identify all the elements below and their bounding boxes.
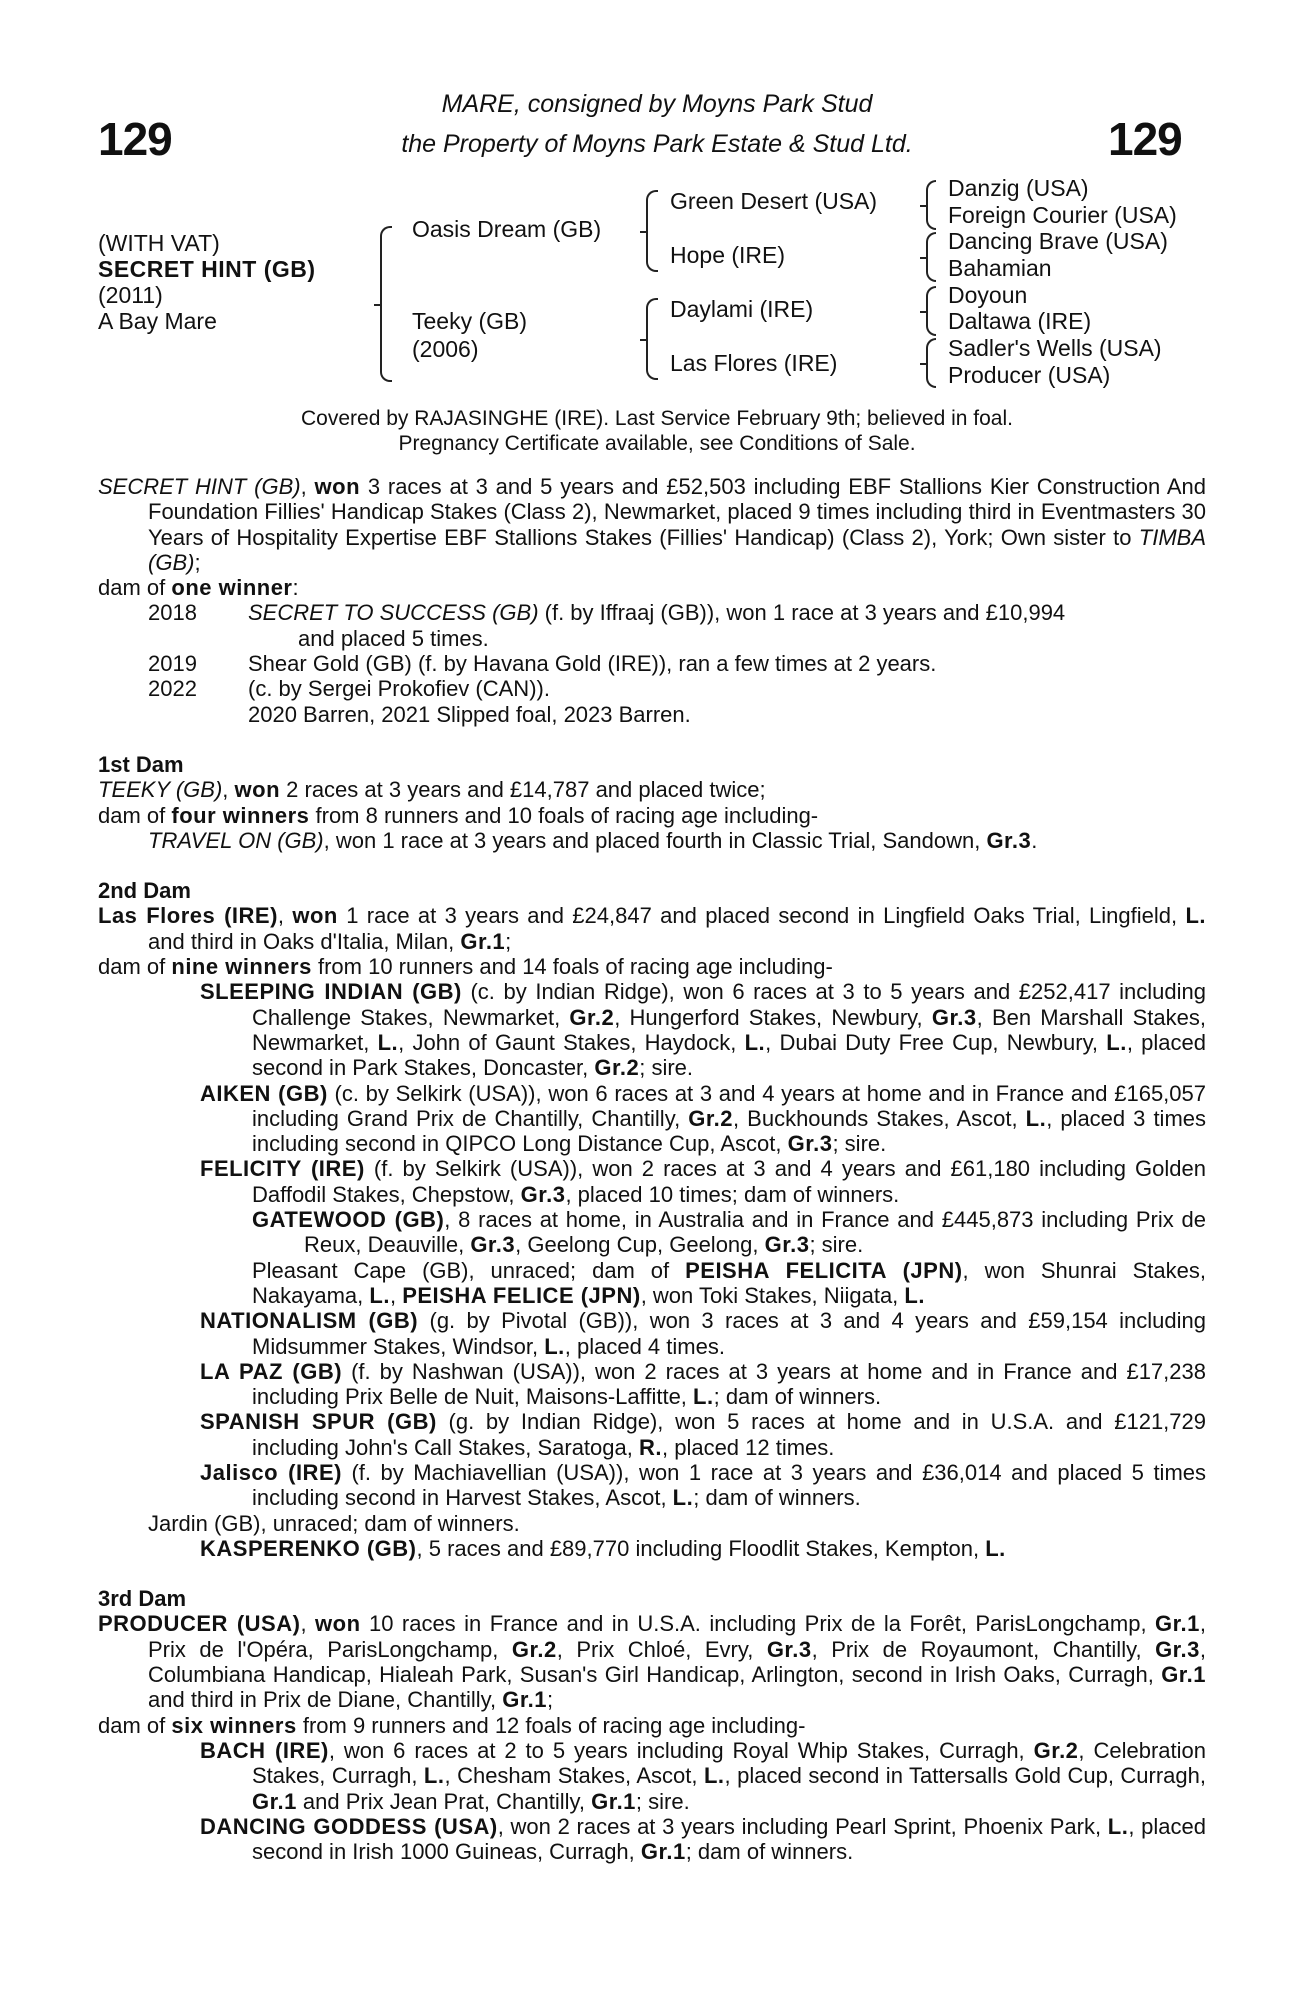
progeny-continuation: and placed 5 times. — [298, 625, 489, 651]
brace-gen1 — [380, 226, 392, 382]
first-dam-progeny — [98, 828, 1206, 853]
race-grade: Gr.1 — [1161, 1662, 1206, 1688]
text: , placed 3 times including second in QIPCO Long Distance Cup, Ascot, — [252, 1105, 1207, 1157]
winners-count: nine winners — [171, 954, 312, 980]
progeny-name: DANCING GODDESS (USA) — [200, 1813, 498, 1839]
race-grade: Gr.3 — [787, 1131, 833, 1157]
progeny-name: GATEWOOD (GB) — [252, 1207, 445, 1233]
header-line-2: the Property of Moyns Park Estate & Stud Ltd. — [401, 130, 913, 158]
progeny-name: Jalisco (IRE) — [200, 1459, 342, 1485]
text: , Prix Chloé, Evry, — [556, 1636, 767, 1662]
progeny-text: (c. by Sergei Prokofiev (CAN)). — [248, 676, 550, 702]
text: , Geelong Cup, Geelong, — [515, 1232, 765, 1258]
race-grade: Gr.3 — [1155, 1636, 1200, 1662]
progeny-la-paz — [98, 1359, 1206, 1410]
race-grade: L. — [1025, 1105, 1047, 1131]
text: (f. by Nashwan (USA)), won 2 races at 3 years at home and in France and £17,238 including Prix Belle de Nuit, Maisons-Laffitte, — [252, 1358, 1206, 1410]
text: , won Toki Stakes, Niigata, — [640, 1282, 905, 1308]
race-grade: Gr.3 — [470, 1232, 516, 1258]
text: , won Shunrai Stakes, Nakayama, — [252, 1257, 1206, 1308]
race-grade: Gr.2 — [1033, 1737, 1079, 1763]
race-grade: L. — [1107, 1813, 1129, 1839]
progeny-spanish-spur — [98, 1409, 1206, 1460]
text: 1 race at 3 years and £24,847 and placed second in Lingfield Oaks Trial, Lingfield, — [337, 903, 1186, 929]
dam-of-label: dam of — [98, 1712, 172, 1738]
race-grade: L. — [904, 1282, 925, 1308]
race-grade: Gr.3 — [986, 827, 1032, 853]
progeny-text: 2020 Barren, 2021 Slipped foal, 2023 Barren. — [248, 701, 691, 727]
brace-sire — [646, 190, 658, 272]
progeny-text: , won 1 race at 3 years and placed fourth in Classic Trial, Sandown, — [323, 827, 987, 853]
intro-paragraph: SECRET HINT (GB), won 3 races at 3 and 5 years and £52,503 including EBF Stallions Kier Construction And Foundation Fillies' Handicap Stakes (Class 2), Newmarket, placed 9 times including third in Eventmasters 30 Years of Hospitality Expertise EBF Stallions Stakes (Fillies' Handicap) (Class 2), York; Own sister to TIMBA (GB); — [98, 474, 1206, 575]
progeny-text: (f. by Iffraaj (GB)), won 1 race at 3 years and £10,994 — [538, 600, 1066, 626]
race-grade: Gr.3 — [520, 1181, 566, 1207]
horse-name: SECRET HINT (GB) — [98, 256, 316, 282]
text: (f. by Machiavellian (USA)), won 1 race at 3 years and £36,014 and placed 5 times including second in Harvest Stakes, Ascot, — [252, 1459, 1206, 1511]
race-grade: Gr.3 — [764, 1232, 810, 1258]
first-dam-paragraph: TEEKY (GB), won 2 races at 3 years and £14,787 and placed twice; — [98, 777, 766, 803]
text: ; — [547, 1687, 554, 1713]
text: 10 races in France and in U.S.A. including Prix de la Forêt, ParisLongchamp, — [360, 1611, 1156, 1637]
catalogue-body — [98, 474, 1206, 1864]
dam-dam-sire: Sadler's Wells (USA) — [948, 335, 1162, 361]
first-dam-dam-of — [98, 803, 1206, 828]
text: ; sire. — [832, 1131, 887, 1157]
text: and Prix Jean Prat, Chantilly, — [296, 1788, 592, 1814]
text: , placed second in Park Stakes, Doncaster, — [252, 1029, 1206, 1081]
first-dam-heading: 1st Dam — [98, 751, 184, 777]
race-grade: Gr.2 — [569, 1004, 615, 1030]
text: , Hungerford Stakes, Newbury, — [614, 1004, 932, 1030]
brace-ds — [926, 286, 936, 336]
race-grade: Gr.1 — [1155, 1611, 1200, 1637]
text: (g. by Indian Ridge), won 5 races at home and in U.S.A. and £121,729 including John's Call Stakes, Saratoga, — [252, 1409, 1206, 1460]
race-grade: L. — [544, 1333, 565, 1359]
progeny-name: SECRET TO SUCCESS (GB) — [248, 600, 539, 626]
text: (c. by Selkirk (USA)), won 6 races at 3 and 4 years at home and in France and £165,057 including Grand Prix de Chantilly, Chantilly, — [252, 1080, 1206, 1131]
sire-dam-dam: Bahamian — [948, 255, 1052, 281]
race-grade: Gr.3 — [931, 1004, 977, 1030]
lot-number-right: 129 — [1108, 113, 1182, 165]
text: , Columbiana Handicap, Hialeah Park, Susan's Girl Handicap, Arlington, second in Irish Oaks, Curragh, — [148, 1636, 1206, 1688]
dam-of-label: dam of — [98, 802, 172, 828]
text: , Prix de Royaumont, Chantilly, — [811, 1636, 1156, 1662]
progeny-year: 2018 — [148, 600, 197, 626]
winners-count: one winner — [171, 575, 293, 601]
intro-won: won — [314, 474, 361, 499]
progeny-row — [98, 676, 1206, 701]
race-grade: L. — [744, 1029, 766, 1055]
text: Pleasant Cape (GB), unraced; dam of — [252, 1257, 686, 1283]
text: , placed second in Irish 1000 Guineas, Curragh, — [252, 1813, 1206, 1865]
progeny-name: AIKEN (GB) — [200, 1080, 328, 1106]
progeny-name: PEISHA FELICITA (JPN) — [685, 1257, 963, 1283]
progeny-year — [98, 702, 248, 727]
text: , placed second in Tattersalls Gold Cup, Curragh, — [724, 1763, 1206, 1789]
sire-dam-sire: Dancing Brave (USA) — [948, 228, 1168, 254]
race-grade: Gr.2 — [594, 1055, 640, 1081]
sire-dam: Hope (IRE) — [670, 242, 786, 268]
text: ; sire. — [809, 1232, 864, 1258]
race-grade: Gr.2 — [688, 1105, 734, 1131]
third-dam-dam-of — [98, 1713, 1206, 1738]
dam-of-text: from 10 runners and 14 foals of racing age including- — [311, 954, 833, 980]
progeny-text: Shear Gold (GB) (f. by Havana Gold (IRE)), ran a few times at 2 years. — [248, 651, 937, 677]
text: , placed 10 times; dam of winners. — [565, 1181, 900, 1207]
winners-count: six winners — [171, 1712, 297, 1738]
text: and third in Oaks d'Italia, Milan, — [148, 928, 461, 954]
text: , — [389, 1282, 403, 1308]
progeny-row — [98, 600, 1206, 651]
race-grade: Gr.1 — [502, 1687, 548, 1713]
brace-sd — [926, 232, 936, 282]
text: , 8 races at home, in Australia and in France and £445,873 including Prix de Reux, Deauville, — [304, 1207, 1206, 1258]
brace-dam — [646, 298, 658, 380]
winners-count: four winners — [171, 802, 310, 828]
progeny-sleeping-indian — [98, 979, 1206, 1080]
text: , 5 races and £89,770 including Floodlit Stakes, Kempton, — [416, 1535, 986, 1561]
text: , placed 4 times. — [564, 1333, 725, 1359]
progeny-text-end: . — [1031, 827, 1038, 853]
progeny-jalisco — [98, 1460, 1206, 1511]
progeny-gatewood — [98, 1207, 1206, 1258]
progeny-row — [98, 651, 1206, 676]
race-grade: Gr.3 — [766, 1636, 812, 1662]
race-grade: L. — [423, 1763, 445, 1789]
won-label: won — [234, 777, 281, 803]
text: ; dam of winners. — [713, 1384, 882, 1410]
intro-horse-name: SECRET HINT (GB) — [98, 474, 301, 499]
intro-text-end: ; — [194, 549, 201, 575]
sire-sire: Green Desert (USA) — [670, 188, 878, 214]
third-dam-paragraph: PRODUCER (USA), won 10 races in France and in U.S.A. including Prix de la Forêt, ParisLongchamp, Gr.1, Prix de l'Opéra, ParisLongchamp, Gr.2, Prix Chloé, Evry, Gr.3, Prix de Royaumont, Chantilly, Gr.3, Columbiana Handicap, Hialeah Park, Susan's Girl Handicap, Arlington, second in Irish Oaks, Curragh, Gr.1 and third in Prix de Diane, Chantilly, Gr.1; — [98, 1611, 1206, 1713]
progeny-bach — [98, 1738, 1206, 1814]
dam-sire-dam: Daltawa (IRE) — [948, 308, 1092, 334]
race-grade: R. — [638, 1434, 662, 1460]
intro-text: 3 races at 3 and 5 years and £52,503 including EBF Stallions Kier Construction And Foundation Fillies' Handicap Stakes (Class 2), Newmarket, placed 9 times including third in Eventmasters 30 Years of Hospitality Expertise EBF Stallions Stakes (Fillies' Handicap) (Class 2), York; Own sister to — [148, 474, 1206, 550]
text: ; dam of winners. — [685, 1839, 854, 1865]
second-dam-name: Las Flores (IRE) — [98, 903, 278, 929]
sire-sire-dam: Foreign Courier (USA) — [948, 202, 1177, 228]
intro-sister: TIMBA (GB) — [148, 524, 1206, 575]
race-grade: L. — [672, 1485, 694, 1511]
dam-dam: Las Flores (IRE) — [670, 350, 838, 376]
dam-sire: Daylami (IRE) — [670, 296, 814, 322]
text: (c. by Indian Ridge), won 6 races at 3 to 5 years and £252,417 including Challenge Stakes, Newmarket, — [252, 979, 1206, 1030]
progeny-year: 2019 — [148, 651, 197, 677]
vat-note: (WITH VAT) — [98, 230, 220, 256]
text: and third in Prix de Diane, Chantilly, — [148, 1687, 503, 1713]
progeny-name: KASPERENKO (GB) — [200, 1535, 417, 1561]
text: , Ben Marshall Stakes, Newmarket, — [252, 1004, 1206, 1055]
text: , John of Gaunt Stakes, Haydock, — [398, 1029, 745, 1055]
sire: Oasis Dream (GB) — [412, 216, 602, 242]
progeny-name: FELICITY (IRE) — [200, 1156, 365, 1182]
progeny-name: TRAVEL ON (GB) — [148, 827, 324, 853]
header-line-1: MARE, consigned by Moyns Park Stud — [441, 90, 873, 118]
brace-ss — [926, 180, 936, 230]
third-dam-name: PRODUCER (USA) — [98, 1611, 301, 1637]
horse-description: A Bay Mare — [98, 308, 217, 334]
first-dam-text: 2 races at 3 years and £14,787 and placed twice; — [280, 777, 766, 803]
text: (f. by Selkirk (USA)), won 2 races at 3 and 4 years and £61,180 including Golden Daffodil Stakes, Chepstow, — [252, 1156, 1206, 1207]
third-dam-heading: 3rd Dam — [98, 1586, 187, 1612]
text: ; sire. — [635, 1788, 690, 1814]
covered-line-1: Covered by RAJASINGHE (IRE). Last Service February 9th; believed in foal. — [301, 407, 1013, 430]
text: , Prix de l'Opéra, ParisLongchamp, — [148, 1611, 1206, 1662]
dam-of-text: from 8 runners and 10 foals of racing age including- — [309, 802, 819, 828]
progeny-name: NATIONALISM (GB) — [200, 1308, 419, 1334]
text: ; — [505, 928, 512, 954]
race-grade: Gr.2 — [511, 1636, 557, 1662]
text: ; sire. — [639, 1055, 694, 1081]
second-dam-heading: 2nd Dam — [98, 878, 191, 904]
text: , Dubai Duty Free Cup, Newbury, — [765, 1029, 1107, 1055]
progeny-name: SPANISH SPUR (GB) — [200, 1409, 437, 1435]
race-grade: L. — [377, 1029, 399, 1055]
text: , Chesham Stakes, Ascot, — [444, 1763, 704, 1789]
dam-dam-dam: Producer (USA) — [948, 362, 1111, 388]
intro-dam-of — [98, 575, 1206, 600]
text: ; dam of winners. — [693, 1485, 861, 1511]
won-label: won — [315, 1611, 361, 1637]
progeny-nationalism — [98, 1308, 1206, 1359]
text: , Celebration Stakes, Curragh, — [252, 1737, 1206, 1789]
second-dam-dam-of — [98, 954, 1206, 979]
dam-sire-sire: Doyoun — [948, 282, 1028, 308]
text: (g. by Pivotal (GB)), won 3 races at 3 and 4 years and £59,154 including Midsummer Stakes, Windsor, — [252, 1308, 1206, 1359]
progeny-name: BACH (IRE) — [200, 1737, 329, 1763]
progeny-name: PEISHA FELICE (JPN) — [402, 1282, 641, 1308]
covered-line-2: Pregnancy Certificate available, see Conditions of Sale. — [398, 432, 916, 455]
race-grade: L. — [1185, 903, 1207, 929]
dam-year: (2006) — [412, 336, 479, 362]
race-grade: L. — [693, 1384, 714, 1410]
second-dam-paragraph: Las Flores (IRE), won 1 race at 3 years and £24,847 and placed second in Lingfield Oaks Trial, Lingfield, L. and third in Oaks d'Italia, Milan, Gr.1; — [98, 903, 1207, 954]
progeny-name: SLEEPING INDIAN (GB) — [200, 979, 462, 1005]
colon: : — [292, 575, 299, 601]
progeny-felicity — [98, 1156, 1206, 1207]
consignor-header — [300, 84, 1014, 164]
race-grade: L. — [703, 1763, 725, 1789]
progeny-aiken — [98, 1081, 1206, 1157]
won-label: won — [292, 903, 338, 929]
brace-dd — [926, 338, 936, 388]
progeny-pleasant-cape — [98, 1258, 1206, 1309]
sire-sire-sire: Danzig (USA) — [948, 175, 1089, 201]
progeny-year: 2022 — [148, 676, 197, 702]
race-grade: L. — [1106, 1029, 1127, 1055]
race-grade: Gr.1 — [460, 928, 506, 954]
text: , Buckhounds Stakes, Ascot, — [733, 1105, 1026, 1131]
progeny-kasperenko — [98, 1536, 1206, 1561]
text: , won 6 races at 2 to 5 years including Royal Whip Stakes, Curragh, — [328, 1737, 1034, 1763]
dam-of-text: from 9 runners and 12 foals of racing age including- — [296, 1712, 806, 1738]
horse-year: (2011) — [98, 282, 163, 308]
dam: Teeky (GB) — [412, 308, 528, 334]
text: , placed 12 times. — [661, 1434, 835, 1460]
race-grade: Gr.1 — [252, 1788, 297, 1814]
dam-of-label: dam of — [98, 575, 172, 601]
race-grade: Gr.1 — [591, 1788, 636, 1814]
progeny-jardin: Jardin (GB), unraced; dam of winners. — [148, 1510, 520, 1536]
first-dam-name: TEEKY (GB) — [98, 777, 223, 803]
progeny-name: LA PAZ (GB) — [200, 1358, 343, 1384]
progeny-row — [98, 702, 1206, 727]
dam-of-label: dam of — [98, 954, 172, 980]
text: , won 2 races at 3 years including Pearl Sprint, Phoenix Park, — [497, 1813, 1108, 1839]
race-grade: L. — [985, 1535, 1006, 1561]
race-grade: Gr.1 — [640, 1839, 686, 1865]
progeny-dancing-goddess — [98, 1814, 1206, 1865]
race-grade: L. — [369, 1282, 390, 1308]
lot-number-left: 129 — [98, 113, 172, 165]
